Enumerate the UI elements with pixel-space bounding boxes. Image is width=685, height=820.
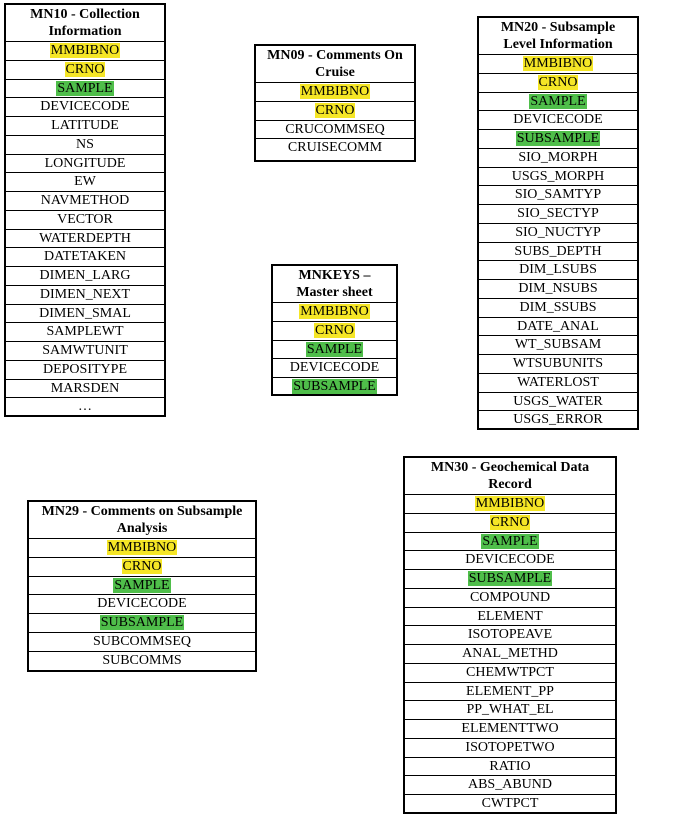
table-row: [256, 83, 414, 102]
table-row: [405, 795, 615, 814]
table-mnkeys: [271, 264, 398, 396]
field-name: …: [78, 399, 92, 415]
table-row: [6, 248, 164, 267]
field-name: CRNO: [315, 102, 355, 118]
table-row: [405, 739, 615, 758]
table-row: [256, 102, 414, 121]
table-row: [405, 495, 615, 514]
field-name: WTSUBUNITS: [512, 356, 604, 371]
field-name: ISOTOPEAVE: [467, 627, 553, 643]
field-name: MMBIBNO: [300, 84, 370, 99]
field-name: DEPOSITYPE: [42, 361, 127, 377]
table-row: [6, 230, 164, 249]
table-title-mn20: MN20 - Subsample Level Information: [479, 18, 637, 55]
table-row: [479, 93, 637, 112]
field-name: CRUISECOMM: [287, 140, 383, 156]
table-title-mnkeys: MNKEYS – Master sheet: [273, 266, 396, 303]
table-row: [6, 267, 164, 286]
field-name: SAMPLE: [530, 93, 586, 109]
table-row: [479, 374, 637, 393]
field-name: DEVICECODE: [40, 99, 130, 115]
table-row: [405, 533, 615, 552]
field-name: USGS_WATER: [513, 393, 603, 409]
field-name: ANAL_METHD: [462, 646, 558, 661]
table-row: [405, 589, 615, 608]
field-name: SIO_NUCTYP: [515, 224, 601, 240]
field-name: SUBSAMPLE: [100, 615, 184, 630]
table-row: [479, 280, 637, 299]
field-name: LONGITUDE: [44, 155, 126, 171]
field-name: MMBIBNO: [107, 540, 177, 555]
field-list-mn29: [29, 539, 255, 670]
field-name: SAMPLE: [57, 80, 113, 96]
field-name: WATERDEPTH: [39, 230, 131, 246]
table-row: [273, 303, 396, 322]
field-name: SAMPLE: [482, 533, 538, 549]
table-row: [29, 633, 255, 652]
field-name: CWTPCT: [481, 796, 539, 811]
field-name: SUBSAMPLE: [293, 379, 376, 394]
table-row: [6, 98, 164, 117]
table-row: [479, 111, 637, 130]
table-row: [29, 614, 255, 633]
table-row: [479, 74, 637, 93]
field-name: SIO_MORPH: [518, 149, 598, 165]
field-name: SUBS_DEPTH: [514, 243, 602, 259]
field-name: SAMPLE: [114, 577, 170, 593]
table-row: [256, 139, 414, 158]
table-row: [6, 323, 164, 342]
table-mn29: [27, 500, 257, 672]
field-name: COMPOUND: [469, 589, 551, 605]
table-row: [405, 776, 615, 795]
table-row: [6, 80, 164, 99]
field-name: SUBSAMPLE: [468, 571, 552, 586]
table-row: [273, 322, 396, 341]
field-name: ELEMENT: [477, 608, 543, 624]
table-row: [6, 286, 164, 305]
table-mn09: [254, 44, 416, 162]
field-name: SIO_SECTYP: [517, 206, 599, 221]
table-row: [479, 393, 637, 412]
table-row: [405, 514, 615, 533]
table-title-mn10: MN10 - Collection Information: [6, 5, 164, 42]
table-row: [6, 42, 164, 61]
table-row: [479, 224, 637, 243]
field-name: NAVMETHOD: [40, 193, 130, 208]
field-name: DIM_LSUBS: [519, 262, 597, 278]
field-list-mn30: [405, 495, 615, 814]
table-row: [479, 411, 637, 430]
field-name: PP_WHAT_EL: [466, 702, 554, 718]
table-row: [479, 168, 637, 187]
field-name: CRNO: [315, 322, 354, 338]
field-name: DEVICECODE: [97, 596, 187, 612]
field-name: VECTOR: [57, 211, 113, 227]
field-name: SUBSAMPLE: [516, 131, 600, 146]
table-row: [6, 173, 164, 192]
field-name: LATITUDE: [51, 118, 119, 133]
table-row: [6, 155, 164, 174]
field-name: ABS_ABUND: [467, 777, 552, 793]
table-row: [29, 595, 255, 614]
table-row: [273, 341, 396, 360]
field-name: CRNO: [65, 61, 105, 77]
table-row: [405, 720, 615, 739]
field-list-mnkeys: [273, 303, 396, 397]
field-name: USGS_MORPH: [511, 168, 605, 184]
field-name: SAMPLEWT: [46, 324, 124, 340]
table-row: [29, 652, 255, 671]
table-row: [6, 117, 164, 136]
table-row: [405, 551, 615, 570]
field-list-mn10: [6, 42, 164, 417]
field-name: SAMPLE: [306, 341, 363, 357]
table-row: [479, 149, 637, 168]
table-row: [6, 192, 164, 211]
table-title-mn30: MN30 - Geochemical Data Record: [405, 458, 615, 495]
field-name: DIM_NSUBS: [518, 281, 598, 296]
field-name: SIO_SAMTYP: [514, 187, 602, 203]
field-name: MMBIBNO: [523, 56, 593, 71]
table-row: [405, 608, 615, 627]
table-row: [6, 305, 164, 324]
table-row: [6, 136, 164, 155]
field-name: WATERLOST: [517, 374, 599, 390]
table-row: [479, 130, 637, 149]
table-row: [479, 205, 637, 224]
field-name: ELEMENT_PP: [466, 683, 554, 699]
table-row: [6, 61, 164, 80]
field-name: CRNO: [538, 74, 578, 90]
field-name: SUBCOMMSEQ: [92, 633, 192, 649]
table-row: [6, 361, 164, 380]
table-row: [29, 558, 255, 577]
field-name: MMBIBNO: [50, 43, 120, 58]
table-row: [405, 664, 615, 683]
field-name: ELEMENTTWO: [461, 721, 559, 736]
table-row: [6, 211, 164, 230]
field-name: SUBCOMMS: [102, 652, 182, 668]
table-row: [405, 645, 615, 664]
table-row: [479, 336, 637, 355]
field-name: MMBIBNO: [475, 496, 545, 511]
table-row: [273, 359, 396, 378]
field-name: NS: [76, 136, 94, 152]
field-name: DEVICECODE: [465, 552, 555, 568]
field-name: CRNO: [490, 514, 530, 530]
table-row: [405, 626, 615, 645]
table-title-mn29: MN29 - Comments on Subsample Analysis: [29, 502, 255, 539]
table-row: [479, 55, 637, 74]
table-row: [273, 378, 396, 397]
table-row: [256, 121, 414, 140]
field-name: USGS_ERROR: [513, 412, 603, 428]
field-name: DATETAKEN: [43, 249, 127, 265]
table-row: [479, 186, 637, 205]
field-name: EW: [74, 174, 96, 190]
table-mn20: [477, 16, 639, 430]
table-row: [479, 261, 637, 280]
field-name: ISOTOPETWO: [465, 739, 555, 755]
field-name: DIMEN_LARG: [39, 268, 131, 283]
field-list-mn20: [479, 55, 637, 430]
field-name: DIMEN_SMAL: [39, 305, 131, 321]
table-row: [405, 683, 615, 702]
field-name: DEVICECODE: [513, 112, 603, 128]
field-name: WT_SUBSAM: [514, 337, 602, 353]
table-row: [29, 539, 255, 558]
table-title-mn09: MN09 - Comments On Cruise: [256, 46, 414, 83]
table-row: [6, 380, 164, 399]
table-row: [405, 701, 615, 720]
table-row: [479, 299, 637, 318]
table-row: [29, 577, 255, 596]
table-row: [479, 355, 637, 374]
field-name: CRNO: [122, 558, 162, 574]
table-row: [405, 570, 615, 589]
table-row: [6, 398, 164, 417]
field-name: DIM_SSUBS: [519, 299, 597, 315]
table-mn30: [403, 456, 617, 814]
field-name: SAMWTUNIT: [42, 343, 128, 358]
field-name: MMBIBNO: [300, 304, 369, 319]
table-row: [479, 318, 637, 337]
table-mn10: [4, 3, 166, 417]
table-row: [479, 243, 637, 262]
field-name: MARSDEN: [50, 380, 120, 396]
field-name: RATIO: [489, 758, 531, 774]
field-name: DEVICECODE: [289, 360, 380, 376]
field-name: CRUCOMMSEQ: [285, 121, 385, 137]
table-row: [405, 758, 615, 777]
field-name: DIMEN_NEXT: [39, 286, 131, 302]
field-list-mn09: [256, 83, 414, 158]
field-name: CHEMWTPCT: [466, 664, 554, 680]
table-row: [6, 342, 164, 361]
field-name: DATE_ANAL: [517, 318, 599, 334]
